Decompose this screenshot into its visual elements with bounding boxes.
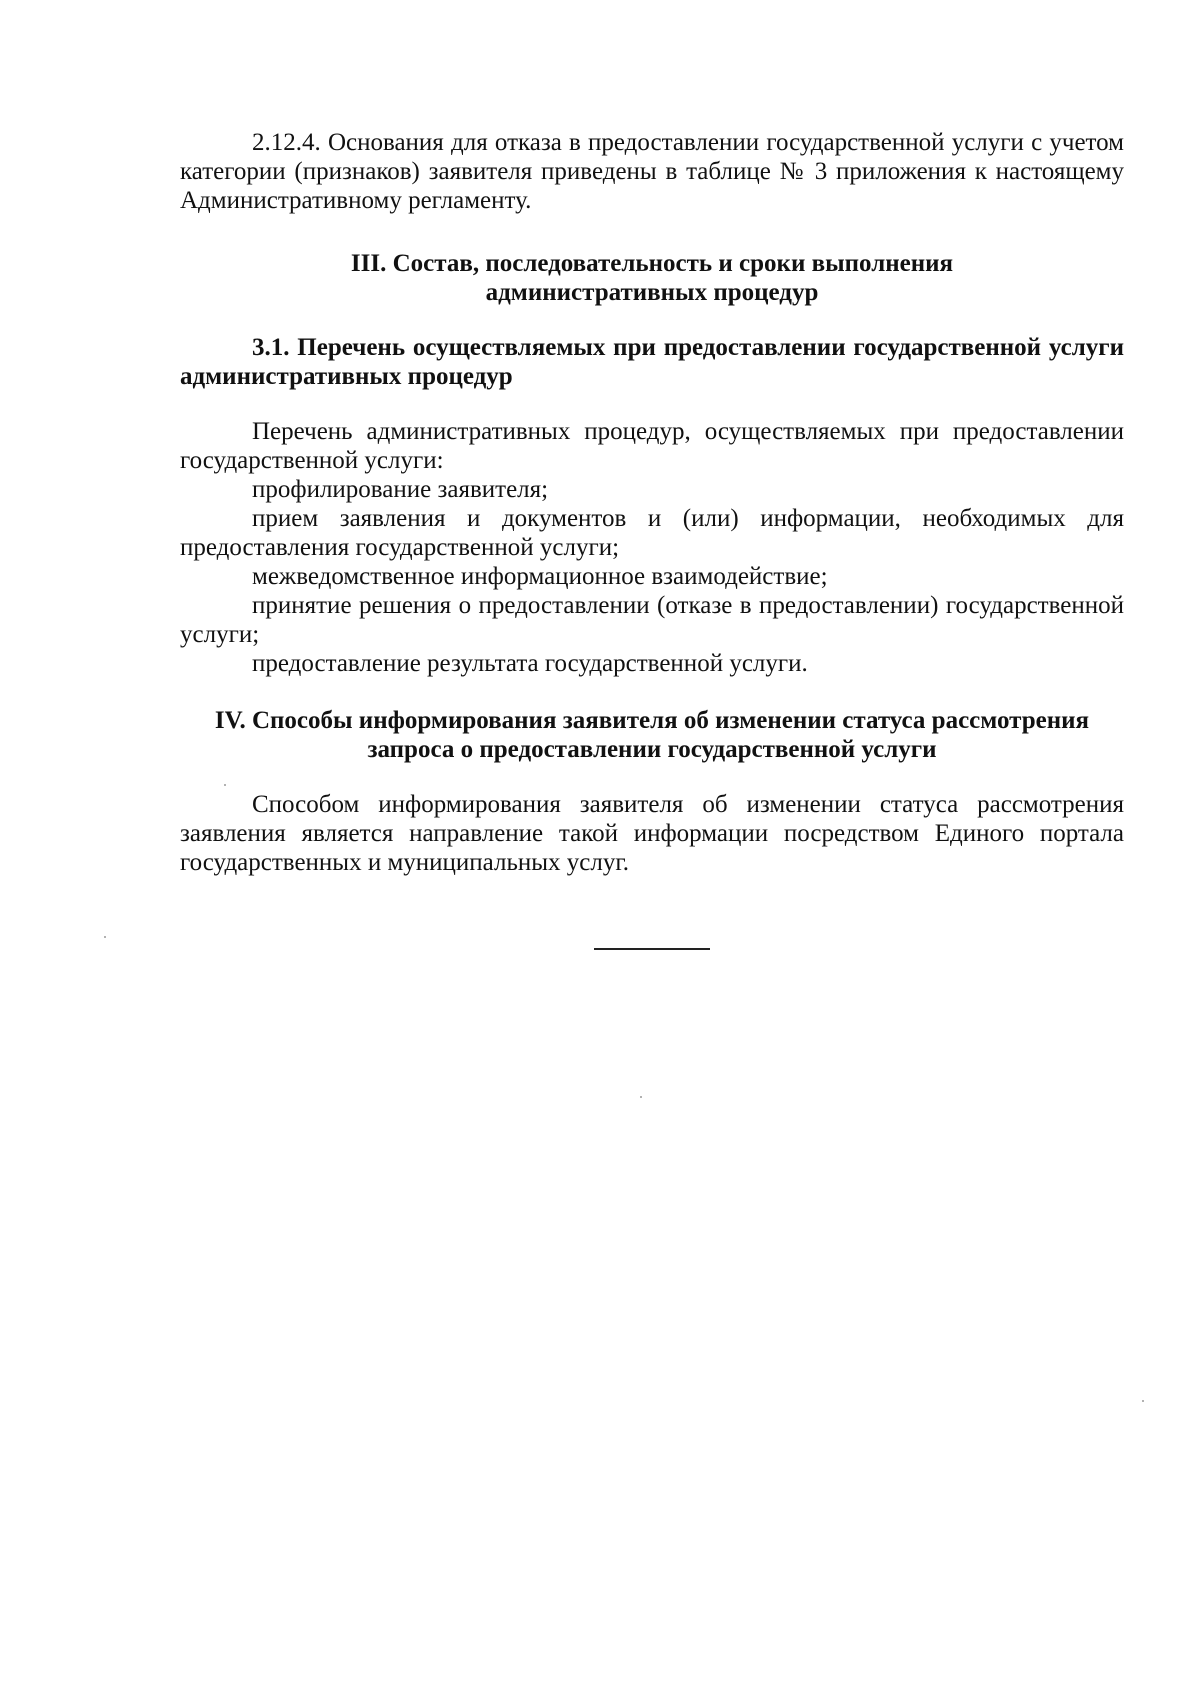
procedure-item: межведомственное информационное взаимодействие; [252,563,828,590]
scan-speck [1142,1400,1144,1402]
procedure-item: профилирование заявителя; [252,476,549,503]
scan-speck [104,936,106,938]
paragraph-2-12-4: 2.12.4. Основания для отказа в предоставлении государственной услуги с учетом категории (признаков) заявителя приведены в таблице № 3 приложения к настоящему Административному регламенту. [180,129,1124,214]
subsection-3-1-heading: 3.1. Перечень осуществляемых при предоставлении государственной услуги административных процедур [180,334,1124,390]
section-3-heading-line-1: III. Состав, последовательность и сроки выполнения [350,250,954,277]
section-3-heading [180,249,1124,307]
section-4-heading-line-1: IV. Способы информирования заявителя об изменении статуса рассмотрения [214,707,1090,734]
scan-speck [640,1096,642,1098]
end-separator-line [594,948,710,950]
procedures-intro: Перечень административных процедур, осуществляемых при предоставлении государственной услуги: [180,418,1124,474]
section-4-heading-line-2: запроса о предоставлении государственной услуги [367,736,937,763]
section-4-body: Способом информирования заявителя об изменении статуса рассмотрения заявления является направление такой информации посредством Единого портала государственных и муниципальных услуг. [180,791,1124,876]
procedure-item: предоставление результата государственной услуги. [252,650,808,677]
document-body [180,128,1124,877]
scan-speck [224,784,226,786]
section-4-heading [180,706,1124,764]
section-3-heading-line-2: административных процедур [485,279,819,306]
procedure-item: прием заявления и документов и (или) информации, необходимых для предоставления государственной услуги; [180,505,1124,561]
procedures-list [180,417,1124,678]
procedure-item: принятие решения о предоставлении (отказе в предоставлении) государственной услуги; [180,592,1124,648]
